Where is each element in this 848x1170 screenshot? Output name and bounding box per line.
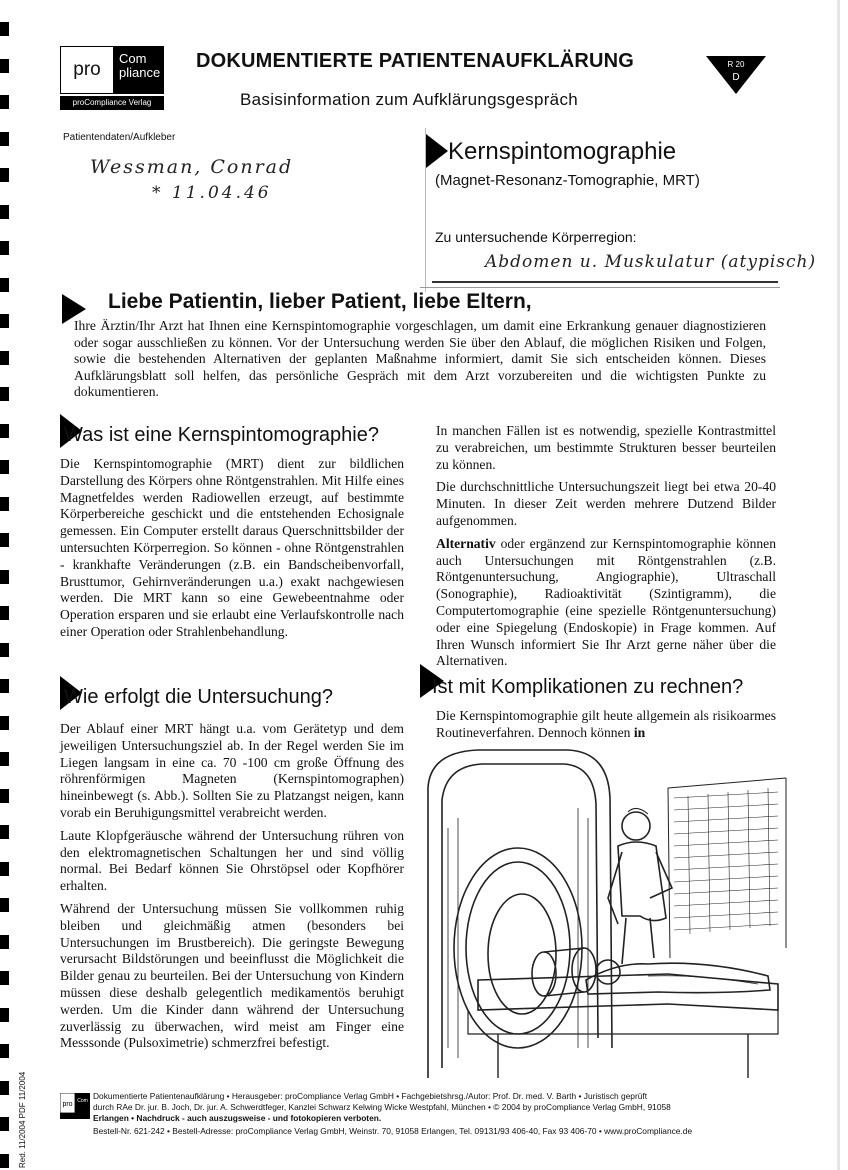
- binding-hole: [0, 789, 9, 803]
- binding-hole: [0, 1081, 9, 1095]
- section-rule: [420, 287, 780, 288]
- body-region-label: Zu untersuchende Körperregion:: [435, 229, 637, 245]
- how-text-block: [60, 721, 404, 1058]
- binding-hole: [0, 752, 9, 766]
- how-paragraph-3: Während der Untersuchung müssen Sie vollkommen ruhig bleiben und gleichmäßig atmen (besonders bei Untersuchungen im Brustbereich). Die geringste Bewegung verursacht Bildstörungen und beeinflusst die Möglichkeit die Bilder genau zu beurteilen. Bei der Untersuchung von Kindern müssen diese deshalb gelegentlich medikamentös beruhigt werden. Um die Kinder dann während der Untersuchung zuverlässig zu überwachen, wird meist am Finger eine Messsonde (Pulsoximetrie) schmerzfrei befestigt.: [60, 900, 404, 1051]
- binding-hole: [0, 1154, 9, 1168]
- what-is-mrt-heading: Was ist eine Kernspintomographie?: [64, 424, 379, 446]
- alternatives-paragraph: [436, 536, 776, 670]
- procompliance-logo: [60, 46, 164, 121]
- binding-hole: [0, 825, 9, 839]
- mrt-scanner-illustration: [418, 748, 788, 1078]
- document-subtitle: Basisinformation zum Aufklärungsgespräch: [240, 90, 578, 109]
- document-title: DOKUMENTIERTE PATIENTENAUFKLÄRUNG: [196, 50, 635, 72]
- footer-line-2: durch RAe Dr. jur. B. Joch, Dr. jur. A. Schwerdtfeger, Kanzlei Schwarz Kelwing Wicke Westpfahl, München • © 2004 by proCompliance Verlag GmbH, 91058: [93, 1102, 671, 1112]
- body-region-handwritten: Abdomen u. Muskulatur (atypisch): [485, 252, 817, 272]
- binding-hole: [0, 241, 9, 255]
- nurse-head: [622, 812, 650, 840]
- binding-hole: [0, 497, 9, 511]
- alternatives-text: oder ergänzend zur Kernspintomographie können auch Untersuchungen mit Röntgenstrahlen (z.B. Röntgenuntersuchung, Angiographie), Ultraschall (Sonographie), Radioaktivität (Szintigramm), die Computertomographie (eine spezielle Röntgenuntersuchung) oder eine Spiegelung (Endoskopie) in Frage kommen. Auf Ihren Wunsch informiert Sie Ihr Arzt gerne näher über die Alternativen.: [436, 535, 776, 669]
- binding-hole: [0, 533, 9, 547]
- binding-hole: [0, 132, 9, 146]
- topic-triangle-icon: [426, 134, 448, 168]
- binding-hole: [0, 387, 9, 401]
- footer-line-4: Bestell-Nr. 621-242 • Bestell-Adresse: proCompliance Verlag GmbH, Weinstr. 70, 91058 Erlangen, Tel. 09131/93 406-40, Fax 93 406-70 • www.proCompliance.de: [93, 1126, 693, 1136]
- badge-letter: D: [732, 72, 740, 83]
- complications-text-block: [436, 708, 776, 742]
- complications-heading: Ist mit Komplikationen zu rechnen?: [432, 676, 744, 698]
- binding-hole: [0, 351, 9, 365]
- footer-line-1: Dokumentierte Patientenaufklärung • Herausgeber: proCompliance Verlag GmbH • Fachgebietshrsg./Autor: Prof. Dr. med. V. Barth • Juristisch geprüft: [93, 1091, 648, 1101]
- binding-holes: [0, 0, 12, 1170]
- page-edge-shadow: [837, 0, 840, 1170]
- alternatives-bold: Alternativ: [436, 535, 496, 551]
- binding-hole: [0, 898, 9, 912]
- greeting-heading: Liebe Patientin, lieber Patient, liebe Eltern,: [108, 290, 532, 313]
- binding-hole: [0, 460, 9, 474]
- exam-subtitle: (Magnet-Resonanz-Tomographie, MRT): [435, 172, 700, 189]
- binding-hole: [0, 95, 9, 109]
- nurse-body: [618, 842, 666, 921]
- scanner-bore: [454, 848, 582, 1048]
- head-coil: [532, 952, 556, 996]
- badge-code: R 20: [727, 60, 745, 69]
- binding-hole: [0, 22, 9, 36]
- patient-name-handwritten: Wessman, Conrad: [90, 156, 294, 178]
- binding-hole: [0, 1044, 9, 1058]
- right-column-text: [436, 423, 776, 676]
- revision-code: Red. 11/2004 PDF 11/2004: [18, 1071, 27, 1168]
- binding-hole: [0, 862, 9, 876]
- binding-hole: [0, 205, 9, 219]
- intro-paragraph: Ihre Ärztin/Ihr Arzt hat Ihnen eine Kernspintomographie vorgeschlagen, um damit eine Erkrankung genauer diagnostizieren oder sogar ausschließen zu können. Vor der Untersuchung werden Sie über den Ablauf, die möglichen Risiken und Folgen, sowie die bestehenden Alternativen der geplanten Maßnahme informiert, damit Sie sich entscheiden können. Dieses Aufklärungsblatt soll helfen, das persönliche Gespräch mit dem Arzt vorzubereiten und die wichtigsten Punkte zu dokumentieren.: [74, 318, 766, 400]
- footer-logo-com: Com: [77, 1098, 88, 1104]
- how-paragraph-1: Der Ablauf einer MRT hängt u.a. vom Gerätetyp und dem jeweiligen Untersuchungsziel ab. In der Regel werden Sie im Liegen langsam in eine ca. 70 -100 cm große Öffnung des röhrenförmigen Magneten (Kernspintomographen) hineinbewegt (s. Abb.). Sollten Sie zu Platzangst neigen, kann vorab ein Beruhigungsmittel verabreicht werden.: [60, 721, 404, 820]
- binding-hole: [0, 935, 9, 949]
- exam-title: Kernspintomographie: [448, 138, 677, 165]
- form-code-badge: [706, 54, 766, 94]
- binding-hole: [0, 570, 9, 584]
- how-heading: Wie erfolgt die Untersuchung?: [64, 686, 334, 708]
- complications-text: Die Kernspintomographie gilt heute allgemein als risikoarmes Routineverfahren. Dennoch können: [436, 708, 776, 740]
- body-region-underline: [432, 281, 778, 283]
- binding-hole: [0, 1008, 9, 1022]
- binding-hole: [0, 424, 9, 438]
- binding-hole: [0, 278, 9, 292]
- binding-hole: [0, 971, 9, 985]
- complications-text-bold: in: [633, 724, 646, 740]
- what-is-mrt-text: Die Kernspintomographie (MRT) dient zur bildlichen Darstellung des Körpers ohne Röntgenstrahlen. Mit Hilfe eines Magnetfeldes werden Radiowellen erzeugt, auf bestimmte Körperbereiche geschickt und die entstehenden Echosignale gemessen. Ein Computer erstellt daraus Querschnittsbilder der untersuchten Körperregion. So können - ohne Röntgenstrahlen - krankhafte Veränderungen (z.B. ein Bandscheibenvorfall, Brusttumor, Gehirnveränderungen u.a.) exakt nachgewiesen werden. Die MRT kann so eine Gewebeentnahme oder Operation ersparen und sie erlaubt eine Verlaufskontrolle nach einer Operation oder Strahlenbehandlung.: [60, 456, 404, 639]
- binding-hole: [0, 643, 9, 657]
- binding-hole: [0, 314, 9, 328]
- footer-logo: [60, 1093, 90, 1119]
- binding-hole: [0, 606, 9, 620]
- binding-hole: [0, 59, 9, 73]
- patient-head: [596, 960, 620, 984]
- footer-logo-pro: pro: [62, 1101, 73, 1108]
- scanner-housing: [428, 750, 612, 1078]
- patient-figure: [586, 963, 770, 994]
- contrast-paragraph: In manchen Fällen ist es notwendig, spezielle Kontrastmittel zu verabreichen, um bestimmte Strukturen besser beurteilen zu können.: [436, 423, 776, 472]
- logo-tagline: proCompliance Verlag GmbH: [60, 96, 164, 110]
- duration-paragraph: Die durchschnittliche Untersuchungszeit liegt bei etwa 20-40 Minuten. In dieser Zeit werden mehrere Dutzend Bilder aufgenommen.: [436, 479, 776, 528]
- binding-hole: [0, 1117, 9, 1131]
- patient-data-label: Patientendaten/Aufkleber: [63, 132, 176, 143]
- how-paragraph-2: Laute Klopfgeräusche während der Untersuchung rühren von den elektromagnetischen Schaltungen her und sind völlig normal. Bei Bedarf können Sie Ohrstöpsel oder Kopfhörer erhalten.: [60, 827, 404, 894]
- binding-hole: [0, 716, 9, 730]
- binding-hole: [0, 679, 9, 693]
- patient-dob-handwritten: * 11.04.46: [152, 183, 272, 203]
- logo-pro-text: pro: [60, 46, 114, 94]
- binding-hole: [0, 168, 9, 182]
- footer-line-3: Erlangen • Nachdruck - auch auszugsweise - und fotokopieren verboten.: [93, 1113, 382, 1123]
- logo-compliance-text: Com pliance: [113, 46, 164, 94]
